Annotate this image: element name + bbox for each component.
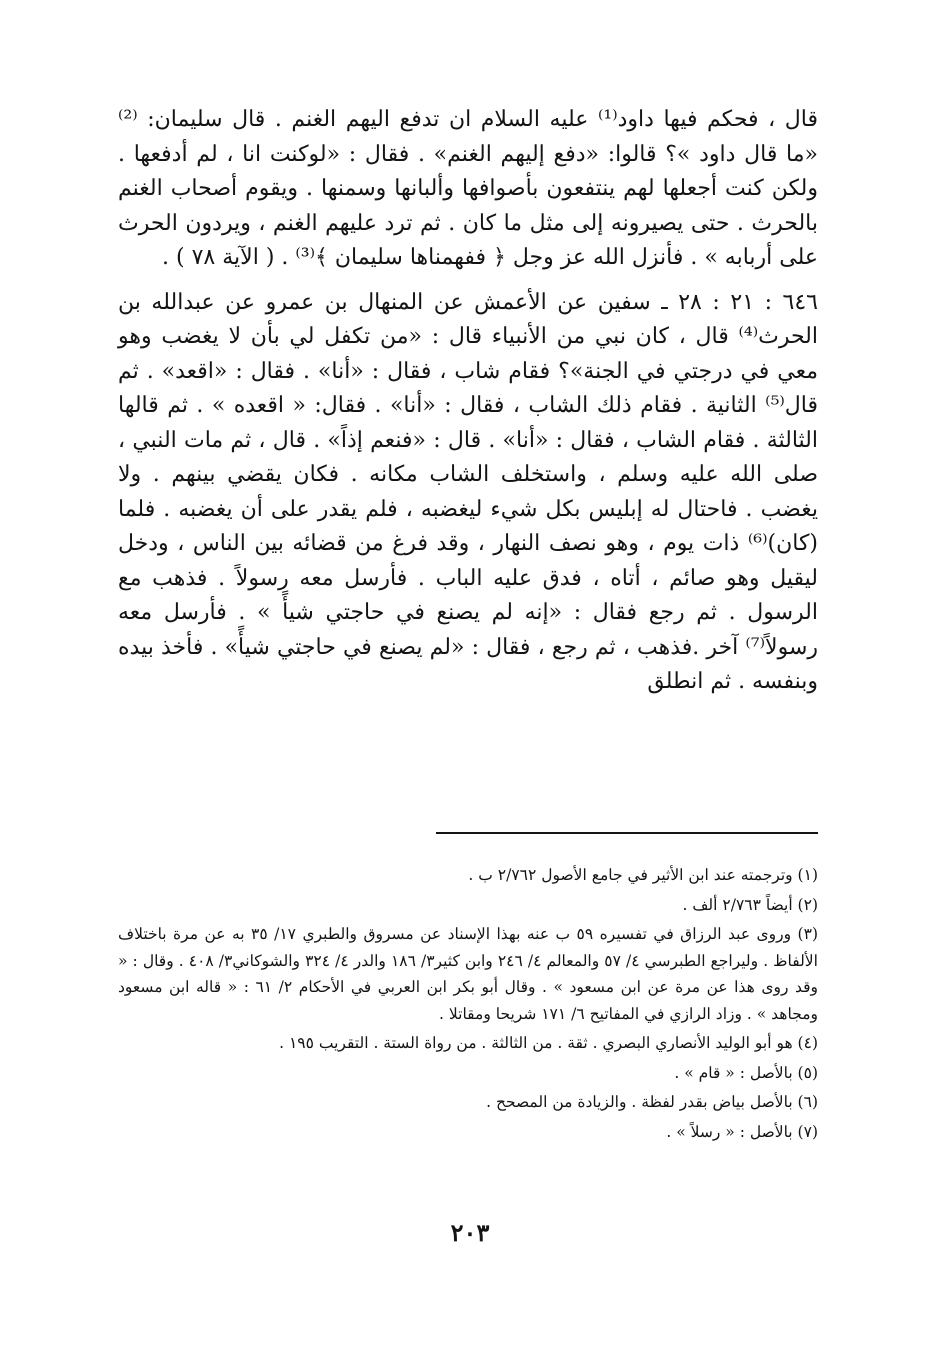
footnote-7: (٧) بالأصل : « رسلاً » .: [666, 1122, 818, 1141]
paragraph-1: قال ، فحكم فيها داود⁽¹⁾ عليه السلام ان تدفع اليهم الغنم . قال سليمان: ⁽²⁾ «ما قال داود »؟ قالوا: «دفع إليهم الغنم» . فقال : «لوكنت انا ، لم أدفعها . ولكن كنت أجعلها لهم ينتفعون بأصوافها وألبانها وسمنها . ويقوم أصحاب الغنم بالحرث . حتى يصيرونه إلى مثل ما كان . ثم ترد عليهم الغنم ، ويردون الحرث على أربابه » . فأنزل الله عز وجل ﴿ ففهمناها سليمان ﴾⁽³⁾ . ( الآية ٧٨ ) .: [118, 107, 818, 270]
paragraph-2: ٦٤٦ : ٢١ : ٢٨ ـ سفين عن الأعمش عن المنهال بن عمرو عن عبدالله بن الحرث⁽⁴⁾ قال ، كان نبي من الأنبياء قال : «من تكفل لي بأن لا يغضب وهو معي في درجتي في الجنة»؟ فقام شاب ، فقال : «أنا» . فقال : «اقعد» . ثم قال⁽⁵⁾ الثانية . فقام ذلك الشاب ، فقال : «أنا» . فقال: « اقعده » . ثم قالها الثالثة . فقام الشاب ، فقال : «أنا» . قال : «فنعم إذاً» . قال ، ثم مات النبي ، صلى الله عليه وسلم ، واستخلف الشاب مكانه . فكان يقضي بينهم . ولا يغضب . فاحتال له إبليس بكل شيء ليغضبه ، فلم يقدر على أن يغضبه . فلما (كان)⁽⁶⁾ ذات يوم ، وهو نصف النهار ، وقد فرغ من قضائه بين الناس ، ودخل ليقيل وهو صائم ، أتاه ، فدق عليه الباب . فأرسل معه رسولاً . فذهب مع الرسول . ثم رجع فقال : «إنه لم يصنع في حاجتي شيأً » . فأرسل معه رسولاً⁽⁷⁾ آخر .فذهب ، ثم رجع ، فقال : «لم يصنع في حاجتي شيأً» . فأخذ بيده وبنفسه . ثم انطلق: [118, 289, 818, 694]
footnote-3: (٣) وروى عبد الرزاق في تفسيره ٥٩ ب عنه بهذا الإسناد عن مسروق والطبري ١٧/ ٣٥ به عن مرة باختلاف الألفاظ . وليراجع الطبرسي ٤/ ٥٧ والمعالم ٤/ ٢٤٦ وابن كثير٣/ ١٨٦ والدر ٤/ ٣٢٤ والشوكاني٣/ ٤٠٨ . وقال : « وقد روى هذا عن مرة عن ابن مسعود » . وقال أبو بكر ابن العربي في الأحكام ٢/ ٦١ : « قاله ابن مسعود ومجاهد » . وزاد الرازي في المفاتيح ٦/ ١٧١ شريحا ومقاتلا .: [118, 925, 818, 1023]
footnote-2: (٢) أيضاً ٢/٧٦٣ ألف .: [682, 895, 818, 914]
footnote-5: (٥) بالأصل : « قام » .: [674, 1063, 818, 1082]
footnote-4: (٤) هو أبو الوليد الأنصاري البصري . ثقة . من الثالثة . من رواة الستة . التقريب ١٩٥ .: [279, 1034, 818, 1052]
footnote-6: (٦) بالأصل بياض بقدر لفظة . والزيادة من المصحح .: [486, 1093, 818, 1111]
footnote-1: (١) وترجمته عند ابن الأثير في جامع الأصول ٢/٧٦٢ ب .: [468, 866, 818, 884]
footnotes: [118, 862, 818, 1148]
page-number: ٢٠٣: [450, 1218, 490, 1247]
main-text: [118, 103, 818, 700]
footnote-separator: [436, 832, 818, 834]
